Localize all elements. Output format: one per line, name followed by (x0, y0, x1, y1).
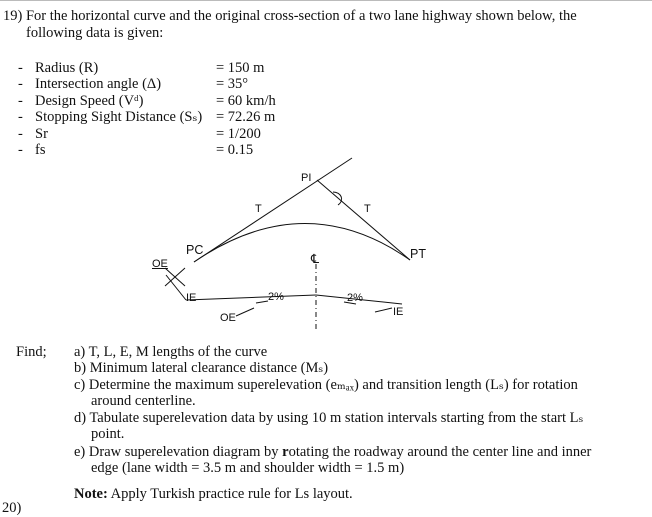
given-label-angle: Intersection angle (Δ) (35, 76, 162, 92)
problem-line-2: following data is given: (26, 25, 164, 41)
inner-edge-label-left: IE (186, 292, 197, 304)
bullet: - (18, 93, 23, 109)
tangent-label-right: T (364, 203, 371, 215)
given-value-radius: = 150 m (216, 60, 265, 76)
given-label-sr: Sr (35, 126, 48, 142)
task-e-line-1: e) Draw superelevation diagram by rotating the roadway around the center line and inner (74, 444, 592, 460)
slope-label-left: 2% (268, 291, 284, 303)
task-b: b) Minimum lateral clearance distance (Mₛ) (74, 360, 329, 376)
inner-edge-label-right: IE (393, 306, 404, 318)
task-e-line-2: edge (lane width = 3.5 m and shoulder width = 1.5 m) (91, 460, 405, 476)
outer-edge-label-top: OE (152, 258, 168, 270)
bullet: - (18, 126, 23, 142)
task-d-line-2: point. (91, 426, 125, 442)
problem-line-1: 19) For the horizontal curve and the original cross-section of a two lane highway shown below, the (3, 8, 577, 24)
circular-curve-arc (194, 223, 410, 262)
pt-label: PT (410, 247, 426, 261)
pi-label: PI (301, 172, 312, 184)
slope-label-right: 2% (347, 292, 363, 304)
given-value-ssd: = 72.26 m (216, 109, 276, 125)
bullet: - (18, 60, 23, 76)
next-problem-number: 20) (2, 500, 22, 516)
left-lane-surface (186, 295, 316, 300)
given-label-radius: Radius (R) (35, 60, 99, 76)
bullet: - (18, 109, 23, 125)
outer-edge-leader (236, 308, 254, 316)
given-value-sr: = 1/200 (216, 126, 261, 142)
bullet: - (18, 142, 23, 158)
given-value-fs: = 0.15 (216, 142, 254, 158)
task-a: a) T, L, E, M lengths of the curve (74, 344, 268, 360)
forward-tangent-line (317, 180, 410, 260)
given-label-speed: Design Speed (Vᵈ) (35, 93, 144, 109)
outer-edge-label-bottom: OE (220, 312, 236, 324)
given-value-speed: = 60 km/h (216, 93, 276, 109)
given-label-ssd: Stopping Sight Distance (Sₛ) (35, 109, 203, 125)
given-value-angle: = 35° (216, 76, 249, 92)
back-tangent-line (194, 158, 352, 262)
note: Note: Apply Turkish practice rule for Ls layout. (74, 486, 353, 502)
task-c-line-1: c) Determine the maximum superelevation (eₘₐₓ) and transition length (Lₛ) for rotation (74, 377, 578, 393)
deflection-angle-mark (333, 192, 342, 205)
inner-edge-leader (375, 308, 392, 312)
task-d-line-1: d) Tabulate superelevation data by using 10 m station intervals starting from the start Lₛ (74, 410, 584, 426)
find-label: Find; (16, 344, 47, 360)
given-label-fs: fs (35, 142, 46, 158)
centerline-symbol: ℄ (311, 252, 320, 266)
tangent-label-left: T (255, 203, 262, 215)
left-side-slope (166, 275, 186, 300)
bullet: - (18, 76, 23, 92)
task-c-line-2: around centerline. (91, 393, 196, 409)
pc-label: PC (186, 243, 204, 257)
slope-arrow-left (256, 301, 268, 303)
